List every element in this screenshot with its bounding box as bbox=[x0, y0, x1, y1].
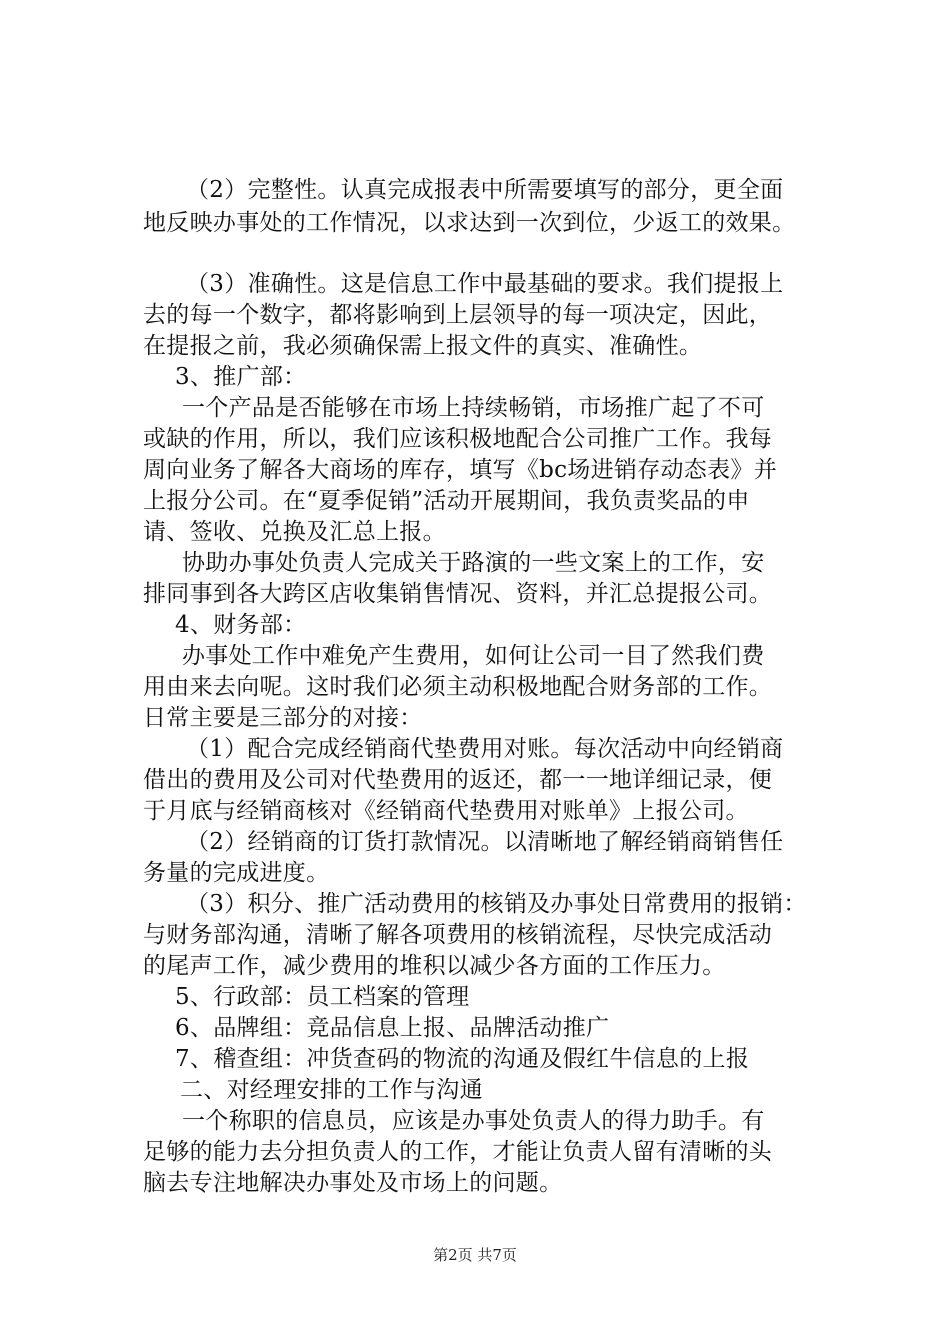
para-finance-item-3-line-3: 的尾声工作，减少费用的堆积以减少各方面的工作压力。 bbox=[143, 953, 726, 979]
para-accuracy-line-2: 去的每一个数字，都将影响到上层领导的每一项决定，因此， bbox=[143, 302, 773, 328]
heading-finance-dept: 4、财务部： bbox=[175, 612, 307, 638]
para-finance-line-1: 办事处工作中难免产生费用，如何让公司一目了然我们费 bbox=[182, 643, 765, 669]
para-promotion-line-3: 周向业务了解各大商场的库存，填写《bc场进销存动态表》并 bbox=[143, 457, 778, 483]
para-information-officer-line-1: 一个称职的信息员，应该是办事处负责人的得力助手。有 bbox=[182, 1108, 765, 1134]
para-accuracy-line-3: 在提报之前，我必须确保需上报文件的真实、准确性。 bbox=[143, 333, 703, 359]
para-promotion-line-5: 请、签收、兑换及汇总上报。 bbox=[143, 519, 446, 545]
para-roadshow-line-1: 协助办事处负责人完成关于路演的一些文案上的工作，安 bbox=[182, 550, 765, 576]
para-finance-item-2-line-1: （2）经销商的订货打款情况。以清晰地了解经销商销售任 bbox=[186, 829, 784, 855]
item-brand-group: 6、品牌组：竞品信息上报、品牌活动推广 bbox=[175, 1015, 610, 1041]
para-finance-line-3: 日常主要是三部分的对接： bbox=[143, 705, 423, 731]
para-completeness-line-2: 地反映办事处的工作情况，以求达到一次到位，少返工的效果。 bbox=[143, 210, 796, 236]
para-finance-item-2-line-2: 务量的完成进度。 bbox=[143, 860, 330, 886]
heading-manager-communication: 二、对经理安排的工作与沟通 bbox=[180, 1077, 483, 1103]
para-accuracy-line-1: （3）准确性。这是信息工作中最基础的要求。我们提报上 bbox=[186, 271, 784, 297]
para-information-officer-line-2: 足够的能力去分担负责人的工作，才能让负责人留有清晰的头 bbox=[143, 1139, 773, 1165]
item-admin-dept: 5、行政部：员工档案的管理 bbox=[175, 984, 470, 1010]
page-number-footer: 第2页 共7页 bbox=[433, 1246, 517, 1264]
para-promotion-line-4: 上报分公司。在“夏季促销”活动开展期间，我负责奖品的申 bbox=[143, 488, 750, 514]
para-roadshow-line-2: 排同事到各大跨区店收集销售情况、资料，并汇总提报公司。 bbox=[143, 581, 773, 607]
para-promotion-line-2: 或缺的作用，所以，我们应该积极地配合公司推广工作。我每 bbox=[143, 426, 773, 452]
item-audit-group: 7、稽查组：冲货查码的物流的沟通及假红牛信息的上报 bbox=[175, 1046, 750, 1072]
para-information-officer-line-3: 脑去专注地解决办事处及市场上的问题。 bbox=[143, 1170, 563, 1196]
para-completeness-line-1: （2）完整性。认真完成报表中所需要填写的部分，更全面 bbox=[186, 177, 784, 203]
para-finance-item-3-line-2: 与财务部沟通，清晰了解各项费用的核销流程，尽快完成活动 bbox=[143, 922, 773, 948]
para-finance-item-3-line-1: （3）积分、推广活动费用的核销及办事处日常费用的报销： bbox=[186, 891, 807, 917]
para-finance-item-1-line-2: 借出的费用及公司对代垫费用的返还，都一一地详细记录，便 bbox=[143, 767, 773, 793]
para-promotion-line-1: 一个产品是否能够在市场上持续畅销，市场推广起了不可 bbox=[182, 395, 765, 421]
para-finance-item-1-line-3: 于月底与经销商核对《经销商代垫费用对账单》上报公司。 bbox=[143, 798, 749, 824]
heading-promotion-dept: 3、推广部： bbox=[175, 364, 307, 390]
para-finance-line-2: 用由来去向呢。这时我们必须主动积极地配合财务部的工作。 bbox=[143, 674, 773, 700]
para-finance-item-1-line-1: （1）配合完成经销商代垫费用对账。每次活动中向经销商 bbox=[186, 736, 784, 762]
